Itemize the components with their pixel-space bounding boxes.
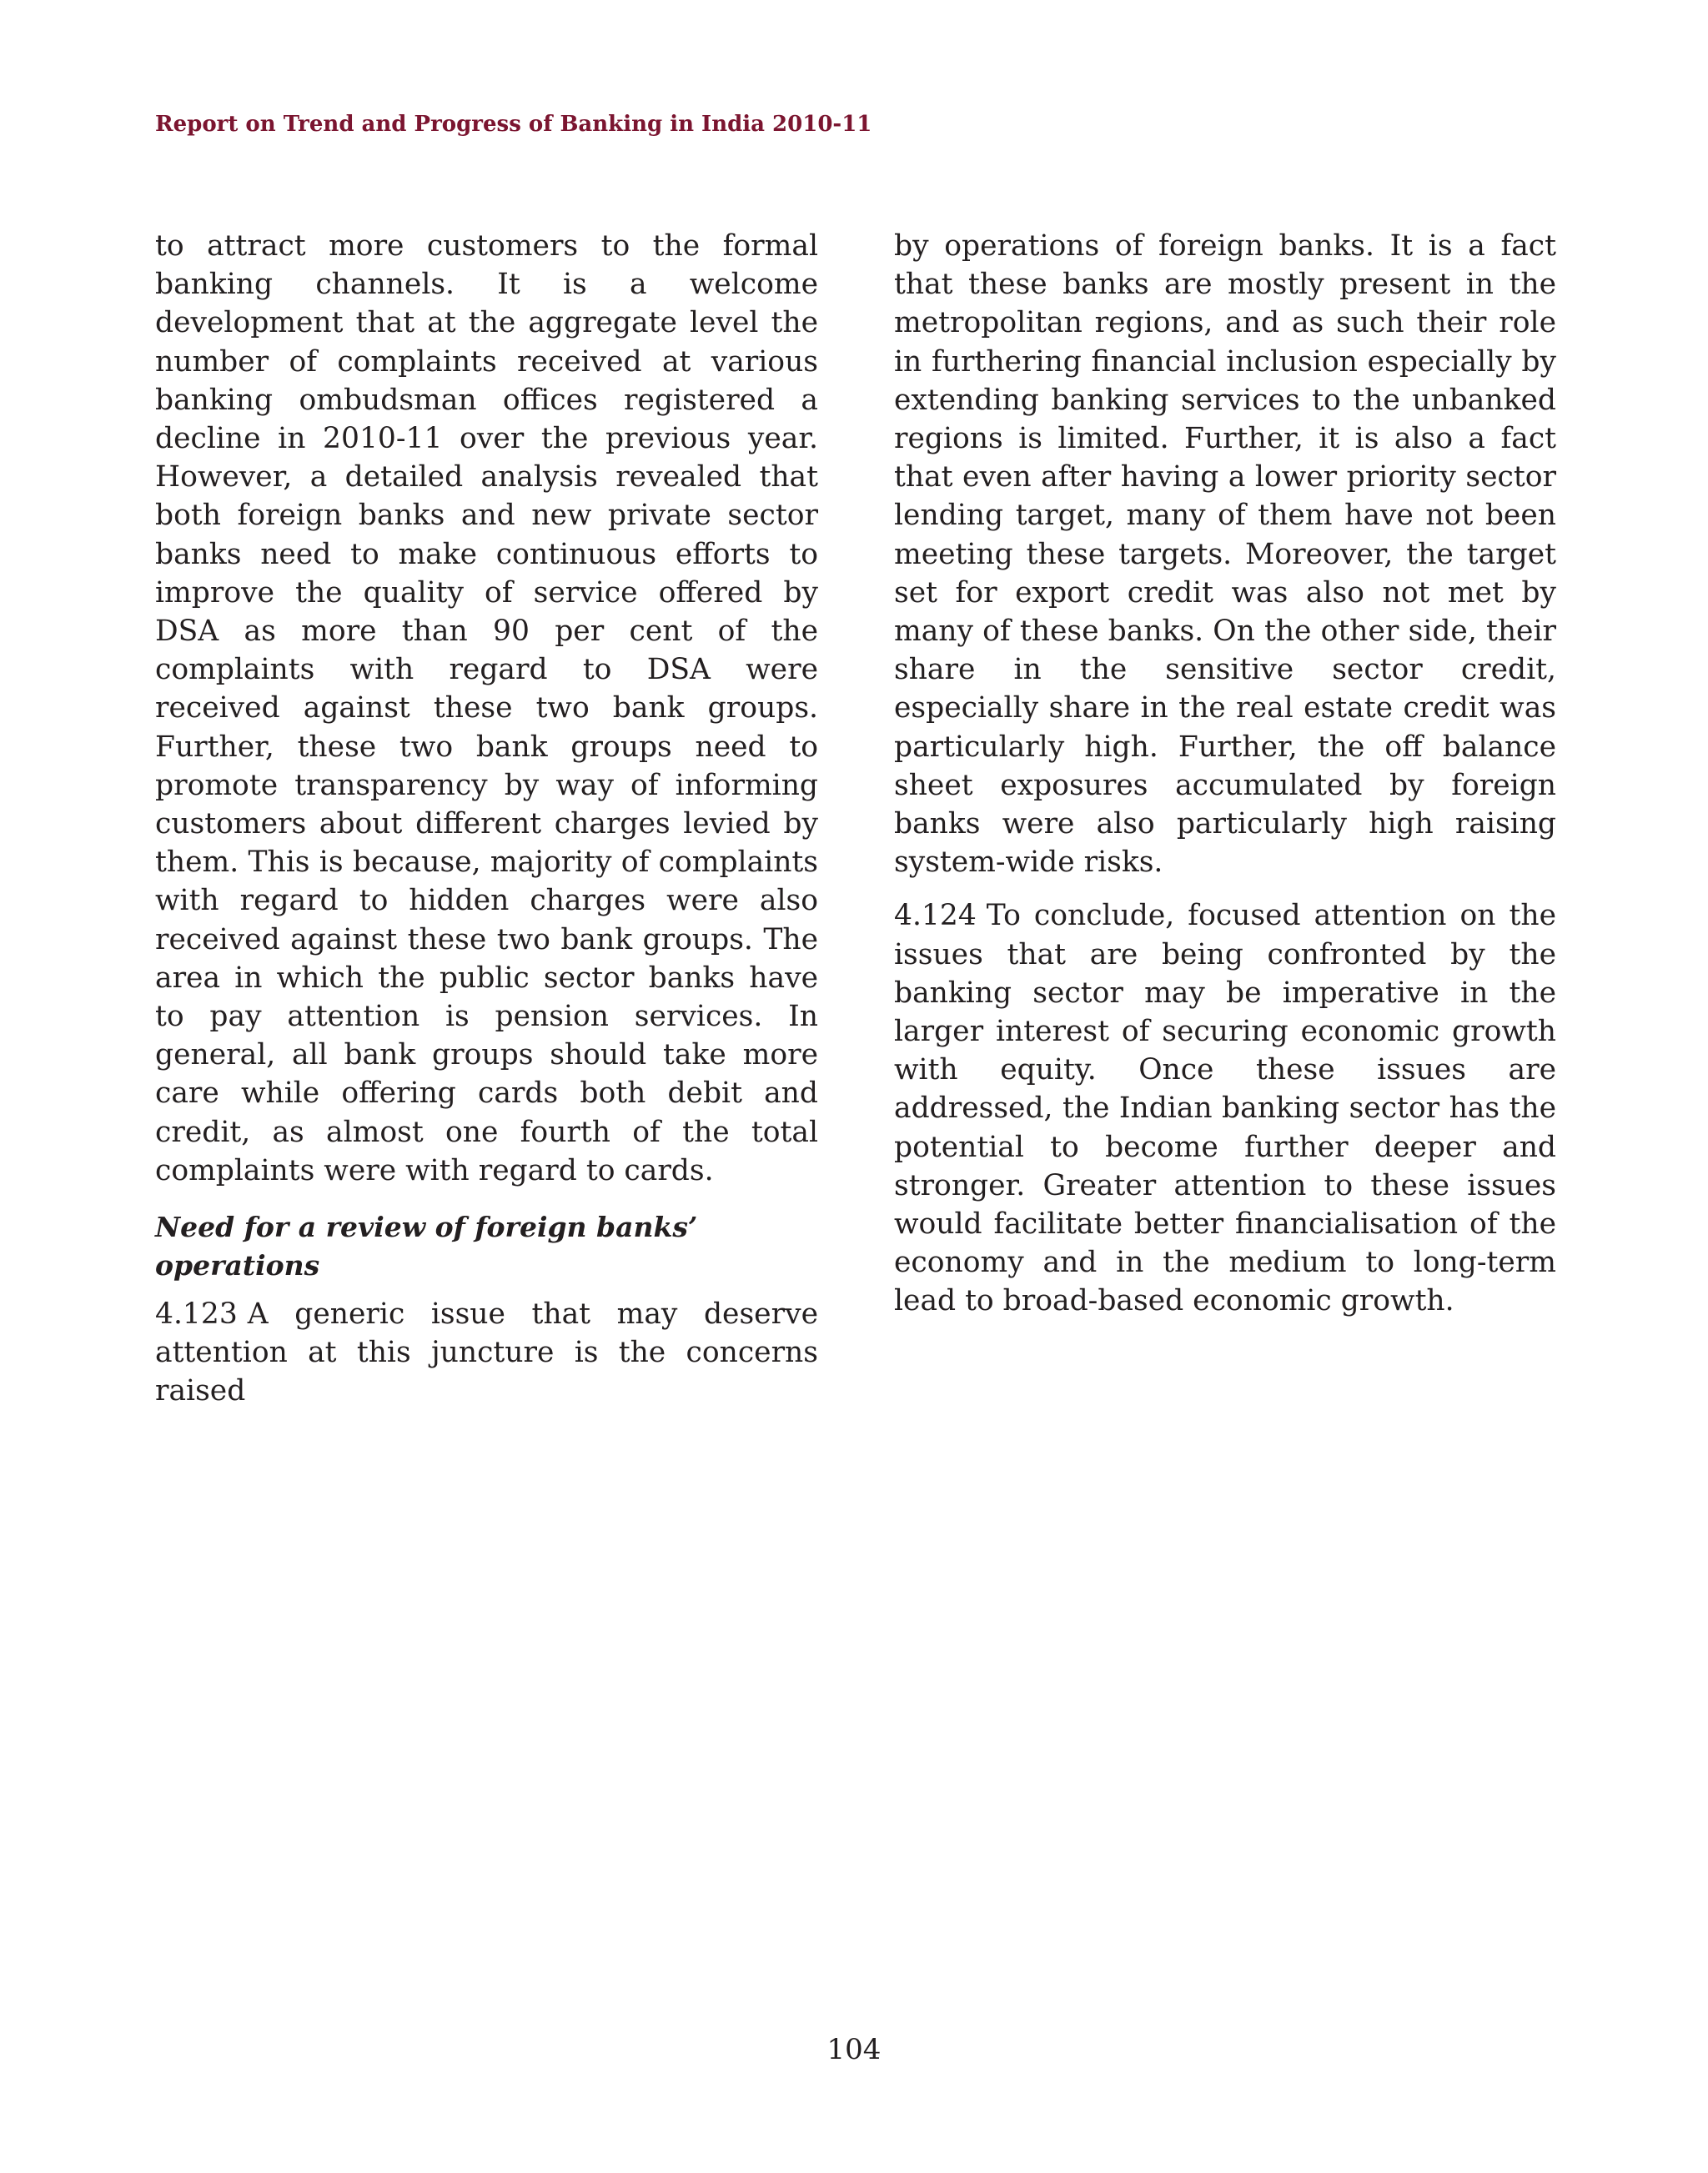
right-column [894,227,1556,1321]
page-number: 104 [826,2033,882,2066]
body-paragraph: by operations of foreign banks. It is a fact that these banks are mostly present in the metropolitan regions, and as such their role in furthering financial inclusion especially by extending banking services to the unbanked regions is limited. Further, it is also a fact that even after having a lower priority sector lending target, many of them have not been meeting these targets. Moreover, the target set for export credit was also not met by many of these banks. On the other side, their share in the sensitive sector credit, especially share in the real estate credit was particularly high. Further, the off balance sheet exposures accumulated by foreign banks were also particularly high raising system-wide risks. [894,229,1556,880]
body-paragraph: to attract more customers to the formal banking channels. It is a welcome development that at the aggregate level the number of complaints received at various banking ombudsman offices registered a decline in 2010-11 over the previous year. However, a detailed analysis revealed that both foreign banks and new private sector banks need to make continuous efforts to improve the quality of service offered by DSA as more than 90 per cent of the complaints with regard to DSA were received against these two bank groups. Further, these two bank groups need to promote transparency by way of informing customers about different charges levied by them. This is because, majority of complaints with regard to hidden charges were also received against these two bank groups. The area in which the public sector banks have to pay attention is pension services. In general, all bank groups should take more care while offering cards both debit and credit, as almost one fourth of the total complaints were with regard to cards. [155,229,818,1187]
paragraph-number: 4.124 [894,899,977,933]
numbered-paragraph [155,1295,818,1411]
left-column [155,227,818,1411]
paragraph-number: 4.123 [155,1297,238,1332]
paragraph-text: To conclude, focused attention on the issues that are being confronted by the banking sector may be imperative in the larger interest of securing economic growth with equity. Once these issues are addressed, the Indian banking sector has the potential to become further deeper and stronger. Greater attention to these issues would facilitate better financialisation of the economy and in the medium to long-term lead to broad-based economic growth. [894,899,1556,1318]
paragraph-text: A generic issue that may deserve attention at this juncture is the concerns raised [155,1297,818,1408]
numbered-paragraph [894,896,1556,1320]
running-header: Report on Trend and Progress of Banking in India 2010-11 [155,112,872,137]
section-heading: Need for a review of foreign banks’ operations [155,1211,698,1282]
